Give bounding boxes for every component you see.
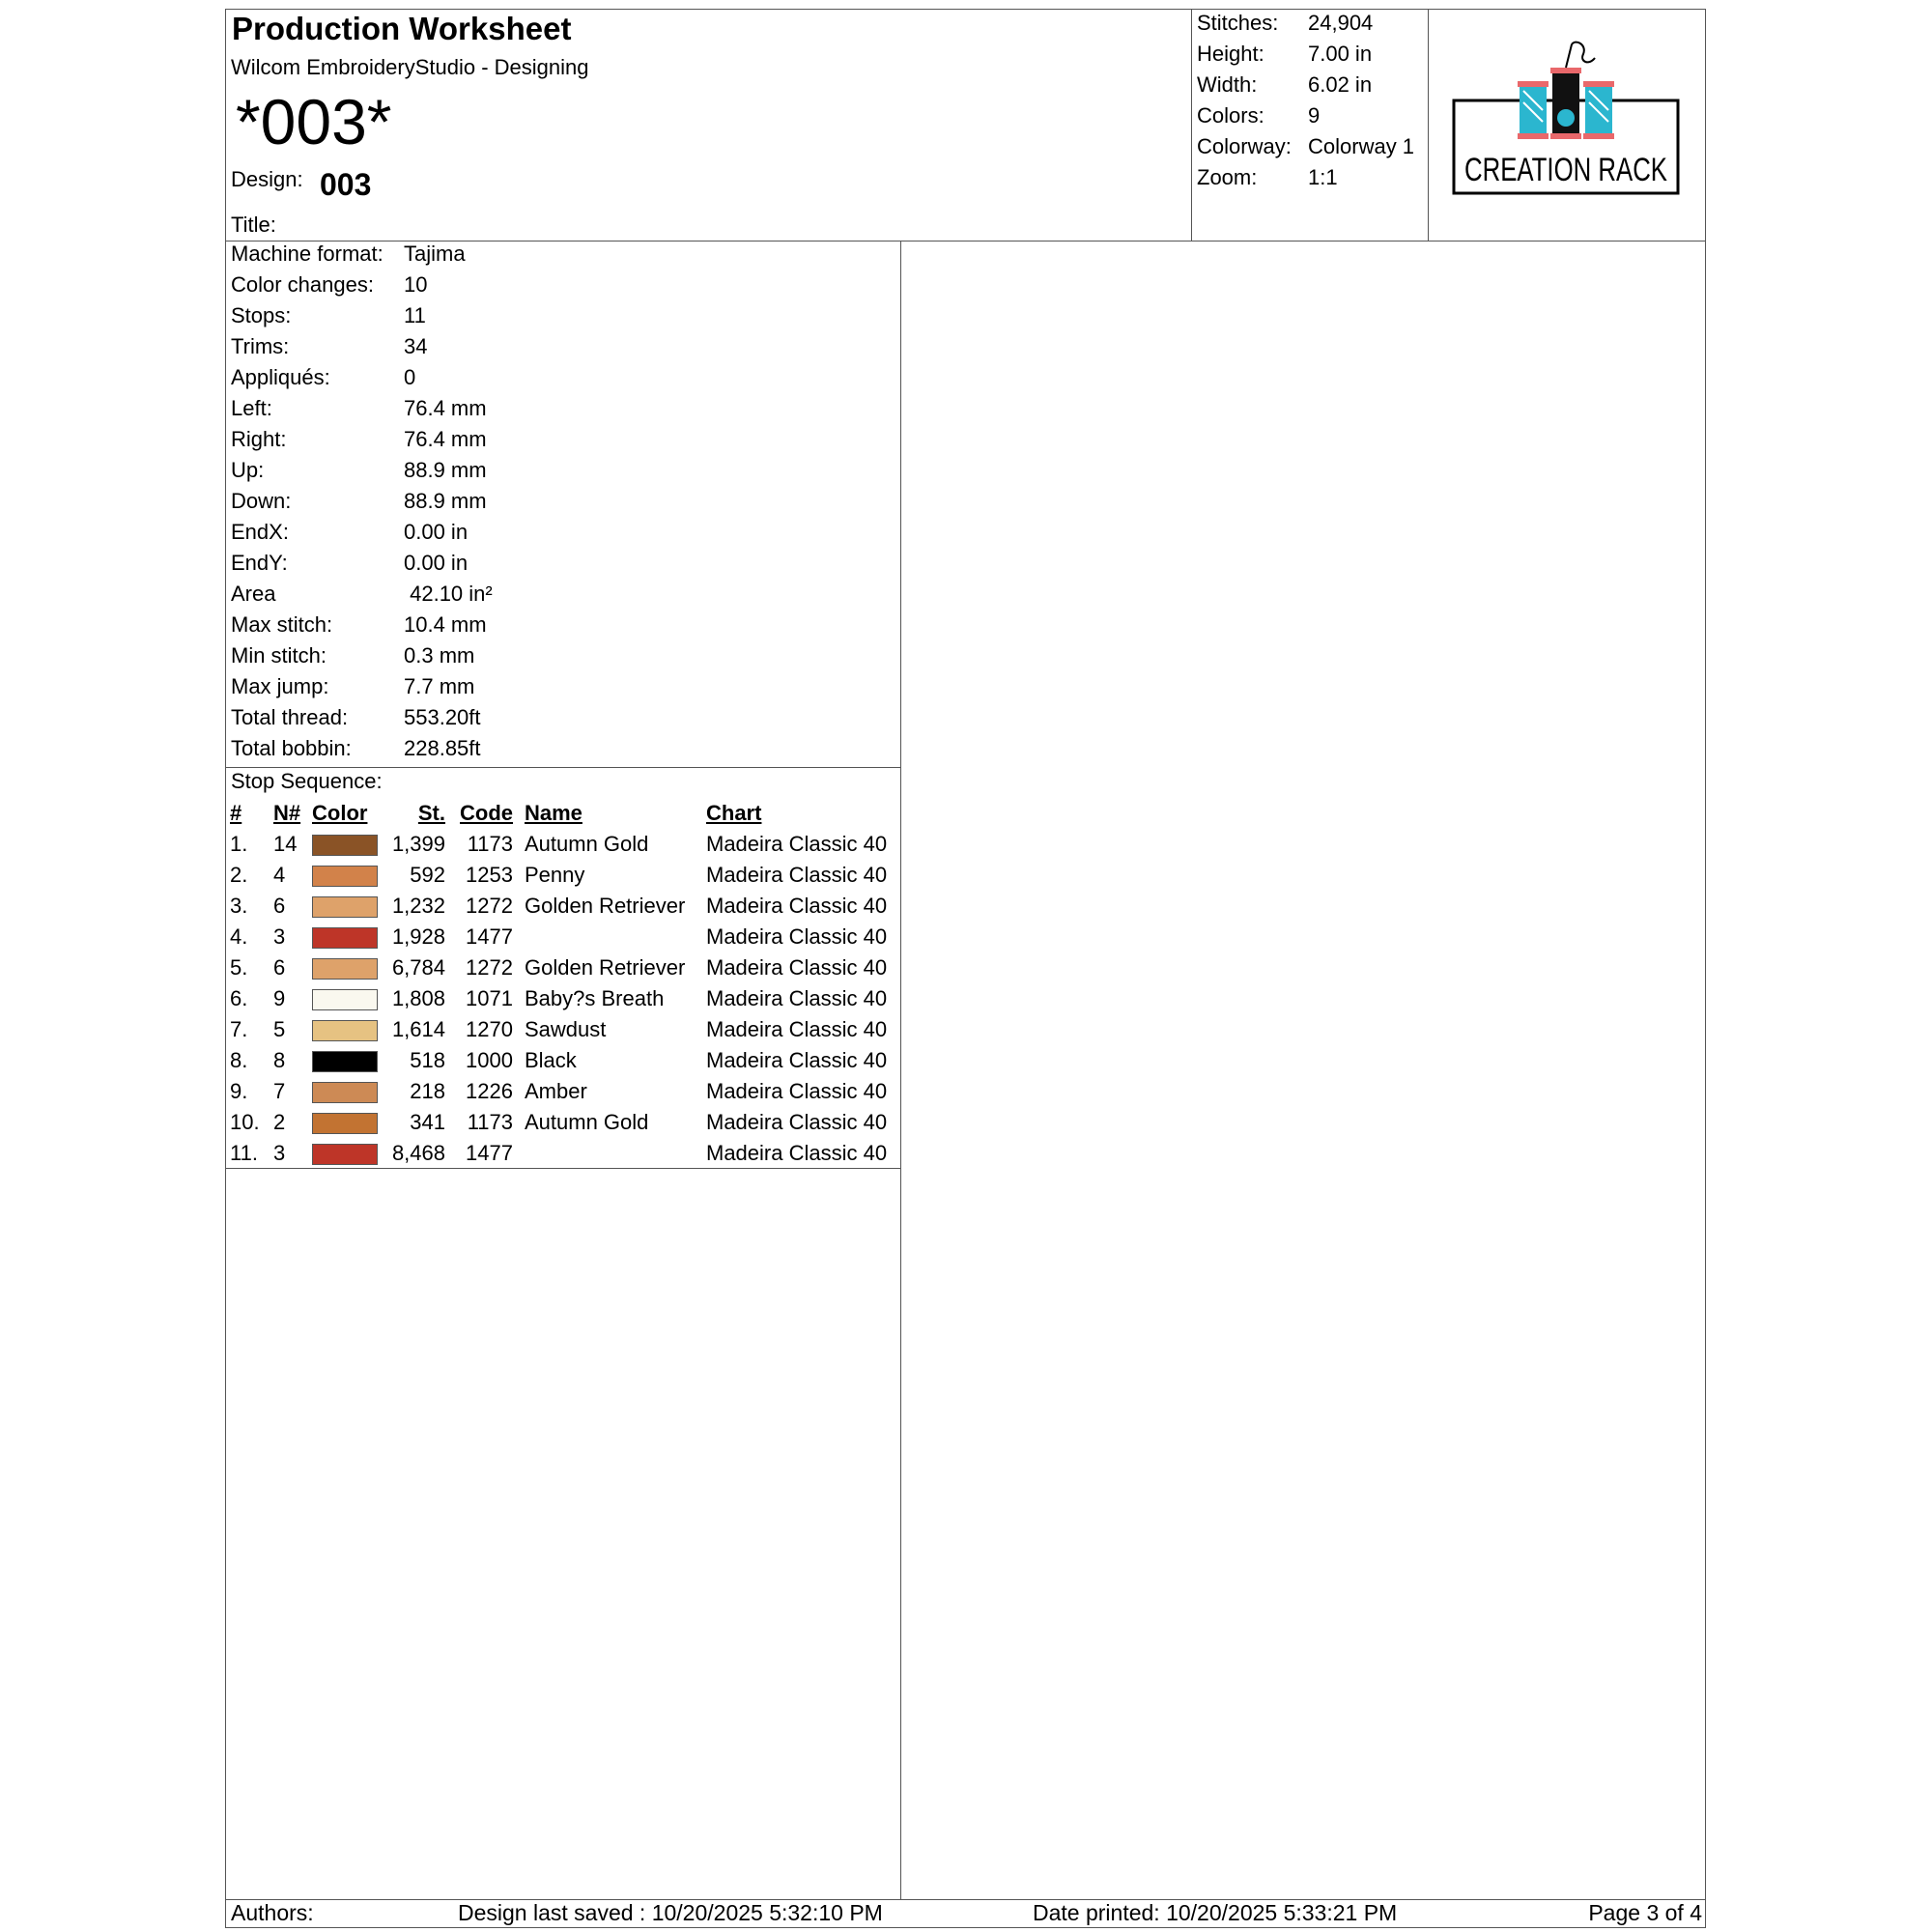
color-swatch [312, 866, 378, 887]
stop-num: 1. [230, 832, 248, 856]
stop-num: 9. [230, 1079, 248, 1103]
footer-page-number: Page 3 of 4 [1588, 1900, 1702, 1925]
stop-n: 3 [273, 1141, 286, 1165]
stop-n: 14 [273, 832, 298, 856]
stop-row [230, 1014, 899, 1045]
stop-row [230, 1107, 899, 1138]
stop-row [230, 891, 899, 922]
stop-st: 518 [410, 1048, 445, 1072]
stop-chart: Madeira Classic 40 [706, 986, 888, 1010]
detail-value: 10.4 mm [404, 612, 487, 637]
stop-n: 5 [273, 1017, 286, 1041]
summary-divider-left [1191, 9, 1192, 241]
stop-code: 1226 [466, 1079, 513, 1103]
stop-row [230, 983, 899, 1014]
stop-n: 9 [273, 986, 286, 1010]
logo-text: CREATION RACK [1464, 152, 1668, 188]
detail-label: Max stitch: [231, 612, 333, 637]
stop-row [230, 1076, 899, 1107]
summary-row-stitches: Stitches: 24,904 [1197, 11, 1374, 35]
stop-n: 2 [273, 1110, 286, 1134]
page-title: Production Worksheet [232, 11, 572, 46]
stop-code: 1071 [466, 986, 513, 1010]
detail-row [231, 551, 469, 582]
design-barcode-text: *003* [236, 86, 392, 157]
detail-value: 0 [404, 365, 416, 389]
stop-st: 8,468 [391, 1141, 445, 1165]
creation-rack-logo [1452, 41, 1680, 195]
detail-row [231, 520, 469, 551]
detail-row [231, 427, 487, 458]
detail-label: Stops: [231, 303, 292, 327]
stop-num: 7. [230, 1017, 248, 1041]
stop-chart: Madeira Classic 40 [706, 894, 888, 918]
detail-row [231, 705, 481, 736]
stop-code: 1173 [467, 1110, 513, 1134]
stop-chart: Madeira Classic 40 [706, 1017, 888, 1041]
stop-color-cell [312, 1107, 380, 1138]
color-swatch [312, 1082, 378, 1103]
stop-color-cell [312, 891, 380, 922]
stop-chart: Madeira Classic 40 [706, 924, 888, 949]
detail-label: Up: [231, 458, 265, 482]
stop-name [513, 922, 706, 952]
detail-label: Trims: [231, 334, 290, 358]
stop-num: 6. [230, 986, 248, 1010]
detail-label: Area [231, 582, 276, 606]
color-swatch [312, 1051, 378, 1072]
stop-color-cell [312, 983, 380, 1014]
detail-row [231, 674, 475, 705]
summary-row-height: Height: 7.00 in [1197, 42, 1373, 66]
col-n: N# [273, 801, 301, 825]
color-swatch [312, 835, 378, 856]
design-value: 003 [320, 167, 372, 202]
stop-st: 1,808 [391, 986, 445, 1010]
stop-st: 341 [410, 1110, 445, 1134]
col-name: Name [525, 801, 582, 825]
stop-color-cell [312, 922, 380, 952]
stop-color-cell [312, 1138, 380, 1169]
detail-label: Left: [231, 396, 272, 420]
detail-label: EndY: [231, 551, 288, 575]
detail-label: Down: [231, 489, 292, 513]
design-label: Design: [231, 167, 303, 191]
footer-date-printed: Date printed: 10/20/2025 5:33:21 PM [1033, 1900, 1398, 1925]
detail-row [231, 489, 487, 520]
stop-name: Golden Retriever [525, 955, 686, 980]
stop-name: Baby?s Breath [525, 986, 665, 1010]
color-swatch [312, 927, 378, 949]
stop-st: 1,232 [391, 894, 445, 918]
detail-label: Appliqués: [231, 365, 330, 389]
detail-row [231, 736, 481, 767]
stop-st: 218 [410, 1079, 445, 1103]
color-swatch [312, 1020, 378, 1041]
stop-name: Sawdust [525, 1017, 607, 1041]
stop-num: 10. [230, 1110, 260, 1134]
stop-num: 4. [230, 924, 248, 949]
detail-value: 76.4 mm [404, 396, 487, 420]
stop-chart: Madeira Classic 40 [706, 955, 888, 980]
stop-name: Autumn Gold [525, 832, 649, 856]
detail-value: 7.7 mm [404, 674, 475, 698]
summary-row-colors: Colors: 9 [1197, 103, 1321, 128]
detail-row [231, 272, 428, 303]
detail-value: 553.20ft [404, 705, 481, 729]
stop-chart: Madeira Classic 40 [706, 863, 888, 887]
stop-sequence-table [230, 798, 899, 1169]
detail-value: 0.00 in [404, 520, 469, 544]
detail-value: 11 [404, 303, 426, 327]
software-name: Wilcom EmbroideryStudio - Designing [231, 55, 589, 79]
stop-row [230, 922, 899, 952]
detail-label: Total thread: [231, 705, 349, 729]
detail-row [231, 396, 487, 427]
stop-code: 1253 [466, 863, 513, 887]
detail-row [231, 458, 487, 489]
stop-name: Penny [525, 863, 585, 887]
stop-n: 6 [273, 894, 286, 918]
stop-n: 6 [273, 955, 286, 980]
stop-st: 1,399 [391, 832, 445, 856]
stop-st: 1,928 [391, 924, 445, 949]
col-color: Color [312, 801, 368, 825]
detail-value: 34 [404, 334, 428, 358]
stop-st: 1,614 [391, 1017, 445, 1041]
stop-chart: Madeira Classic 40 [706, 1048, 888, 1072]
stop-row [230, 1045, 899, 1076]
color-swatch [312, 1144, 378, 1165]
stop-n: 4 [273, 863, 286, 887]
detail-label: Right: [231, 427, 287, 451]
col-code: Code [460, 801, 513, 825]
summary-list [1197, 11, 1415, 196]
color-swatch [312, 896, 378, 918]
stop-chart: Madeira Classic 40 [706, 832, 888, 856]
stop-name: Golden Retriever [525, 894, 686, 918]
stop-code: 1000 [466, 1048, 513, 1072]
detail-value: 88.9 mm [404, 489, 487, 513]
stop-num: 11. [230, 1141, 258, 1165]
col-st: St. [417, 801, 445, 825]
detail-value: Tajima [404, 242, 466, 266]
footer-last-saved: Design last saved : 10/20/2025 5:32:10 PM [458, 1900, 883, 1925]
stop-row [230, 952, 899, 983]
stop-code: 1173 [467, 832, 513, 856]
summary-divider-right [1428, 9, 1429, 241]
column-divider [900, 241, 901, 1899]
detail-row [231, 242, 466, 272]
detail-value: 10 [404, 272, 428, 297]
detail-value: 228.85ft [404, 736, 481, 760]
col-num: # [230, 801, 242, 825]
stop-code: 1477 [466, 1141, 513, 1165]
stop-code: 1477 [466, 924, 513, 949]
stop-n: 7 [273, 1079, 286, 1103]
summary-row-zoom: Zoom: 1:1 [1197, 165, 1338, 189]
stop-color-cell [312, 1014, 380, 1045]
stop-num: 3. [230, 894, 248, 918]
stop-sequence-label: Stop Sequence: [231, 769, 383, 793]
stop-color-cell [312, 860, 380, 891]
color-swatch [312, 958, 378, 980]
stop-color-cell [312, 829, 380, 860]
stop-st: 592 [410, 863, 445, 887]
detail-label: EndX: [231, 520, 289, 544]
title-label: Title: [231, 213, 276, 237]
stop-row [230, 1138, 899, 1169]
footer-divider [225, 1899, 1706, 1900]
stop-num: 5. [230, 955, 248, 980]
stop-chart: Madeira Classic 40 [706, 1079, 888, 1103]
stop-color-cell [312, 952, 380, 983]
stop-name: Black [525, 1048, 577, 1072]
thread-spools-icon [1452, 41, 1680, 195]
footer-authors: Authors: [231, 1900, 314, 1925]
stop-num: 2. [230, 863, 248, 887]
detail-row [231, 643, 475, 674]
stop-code: 1272 [466, 955, 513, 980]
stop-sequence-header [230, 798, 899, 829]
stop-code: 1272 [466, 894, 513, 918]
summary-row-colorway: Colorway: Colorway 1 [1197, 134, 1415, 158]
stop-color-cell [312, 1076, 380, 1107]
detail-row [231, 303, 426, 334]
details-divider [225, 767, 900, 768]
detail-value: 76.4 mm [404, 427, 487, 451]
stop-row [230, 829, 899, 860]
stop-name: Amber [525, 1079, 587, 1103]
stop-code: 1270 [466, 1017, 513, 1041]
stop-chart: Madeira Classic 40 [706, 1141, 888, 1165]
detail-row [231, 612, 487, 643]
detail-label: Total bobbin: [231, 736, 352, 760]
detail-value: 0.00 in [404, 551, 469, 575]
stop-row [230, 860, 899, 891]
detail-label: Machine format: [231, 242, 384, 266]
stop-chart: Madeira Classic 40 [706, 1110, 888, 1134]
detail-row [231, 582, 493, 612]
detail-label: Color changes: [231, 272, 374, 297]
design-details [231, 242, 493, 767]
col-chart: Chart [706, 801, 762, 825]
stop-name: Autumn Gold [525, 1110, 649, 1134]
summary-row-width: Width: 6.02 in [1197, 72, 1373, 97]
detail-value: 42.10 in² [404, 582, 493, 606]
stop-n: 8 [273, 1048, 286, 1072]
color-swatch [312, 989, 378, 1010]
detail-row [231, 365, 416, 396]
color-swatch [312, 1113, 378, 1134]
detail-row [231, 334, 428, 365]
detail-value: 88.9 mm [404, 458, 487, 482]
stop-num: 8. [230, 1048, 248, 1072]
detail-label: Min stitch: [231, 643, 327, 668]
detail-label: Max jump: [231, 674, 329, 698]
stop-color-cell [312, 1045, 380, 1076]
stop-name [513, 1138, 706, 1169]
detail-value: 0.3 mm [404, 643, 475, 668]
stop-st: 6,784 [391, 955, 445, 980]
stop-n: 3 [273, 924, 286, 949]
